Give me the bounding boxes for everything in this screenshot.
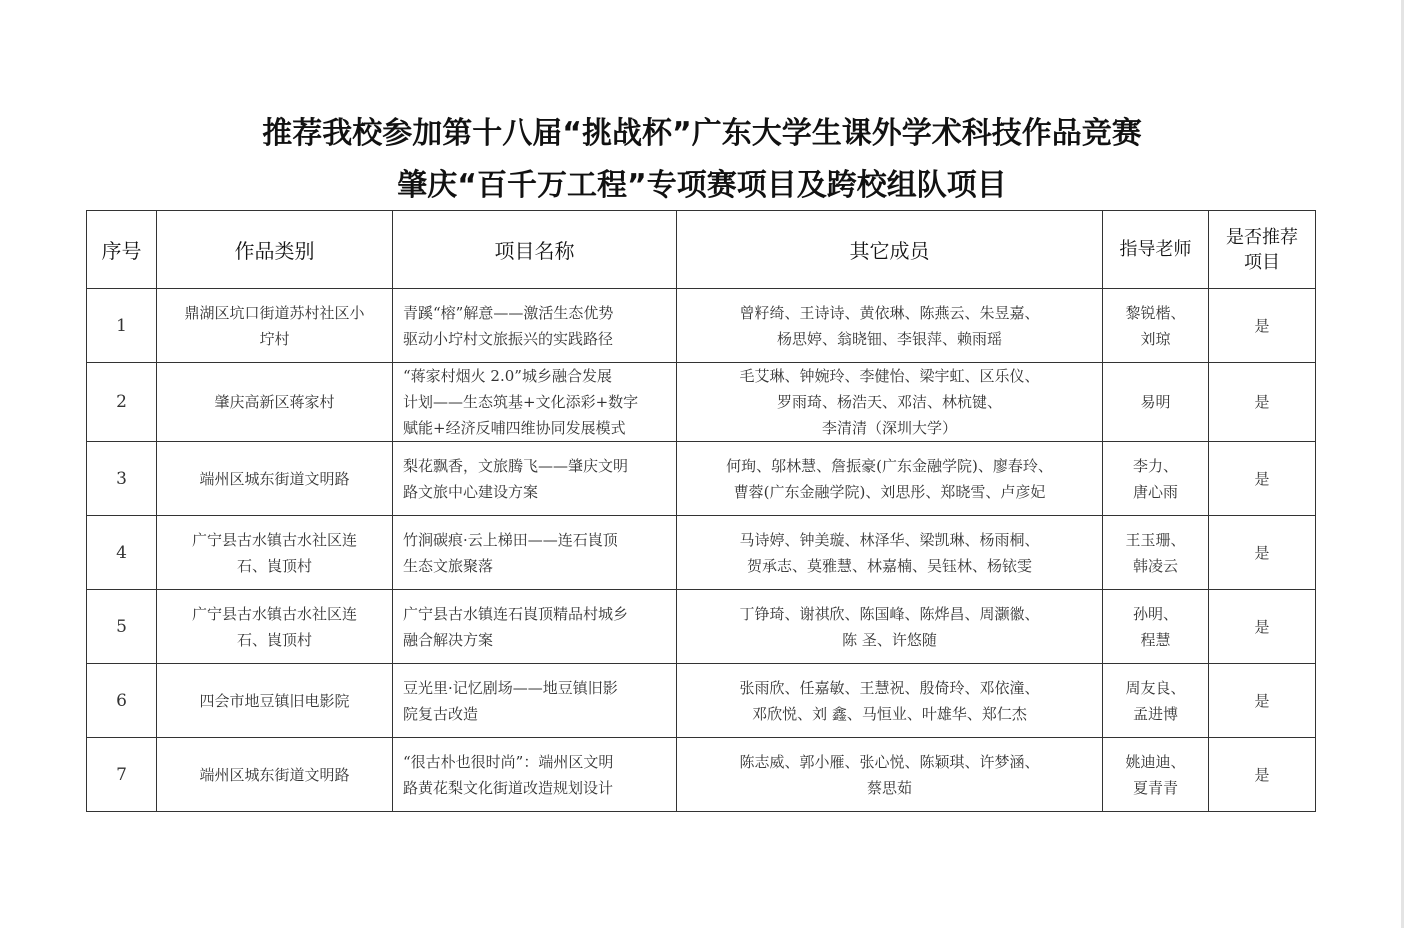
cell-project-line: 生态文旅聚落 — [403, 556, 494, 575]
cell-project — [393, 442, 677, 516]
cell-members-line: 贺承志、莫雅慧、林嘉楠、吴钰林、杨铱雯 — [746, 556, 1032, 575]
cell-recommend: 是 — [1209, 442, 1316, 516]
cell-members-line: 蔡思茹 — [866, 778, 912, 797]
table-row — [87, 363, 1316, 442]
cell-members-line: 陈志威、郭小雁、张心悦、陈颖琪、许梦涵、 — [739, 752, 1040, 771]
cell-advisor — [1103, 289, 1209, 363]
cell-members-line: 丁铮琦、谢祺欣、陈国峰、陈烨昌、周灏徽、 — [739, 604, 1040, 623]
cell-advisor-line: 李力、 — [1132, 456, 1178, 475]
cell-recommend: 是 — [1209, 738, 1316, 812]
cell-category-line: 鼎湖区坑口街道苏村社区小 — [184, 303, 365, 322]
cell-project — [393, 590, 677, 664]
cell-project — [393, 289, 677, 363]
cell-project-line: 驱动小坾村文旅振兴的实践路径 — [403, 329, 614, 348]
cell-category-line: 广宁县古水镇古水社区连 — [191, 604, 357, 623]
header-advisor: 指导老师 — [1103, 211, 1209, 289]
cell-category-line: 坾村 — [259, 329, 290, 348]
cell-index: 6 — [87, 664, 157, 738]
cell-members — [677, 289, 1103, 363]
cell-advisor — [1103, 442, 1209, 516]
cell-index: 7 — [87, 738, 157, 812]
header-project: 项目名称 — [393, 211, 677, 289]
cell-project — [393, 363, 677, 442]
cell-category — [157, 289, 393, 363]
cell-advisor-line: 王玉珊、 — [1125, 530, 1186, 549]
table-row — [87, 590, 1316, 664]
cell-members — [677, 442, 1103, 516]
cell-project-line: 融合解决方案 — [403, 630, 494, 649]
cell-category-line: 肇庆高新区蒋家村 — [214, 393, 335, 411]
header-category: 作品类别 — [157, 211, 393, 289]
cell-members-line: 陈 圣、许悠随 — [842, 630, 937, 649]
cell-project — [393, 664, 677, 738]
cell-project-line: 竹涧碳痕·云上梯田——连石崀顶 — [403, 530, 618, 549]
cell-advisor — [1103, 738, 1209, 812]
cell-members — [677, 516, 1103, 590]
cell-category — [157, 442, 393, 516]
cell-category — [157, 516, 393, 590]
table-header-row — [87, 211, 1316, 289]
cell-members-line: 张雨欣、任嘉敏、王慧祝、殷倚玲、邓依潼、 — [739, 678, 1040, 697]
cell-advisor — [1103, 664, 1209, 738]
cell-advisor-line: 周友良、 — [1125, 678, 1186, 697]
cell-index: 1 — [87, 289, 157, 363]
table-row — [87, 289, 1316, 363]
cell-category — [157, 664, 393, 738]
cell-index: 4 — [87, 516, 157, 590]
cell-advisor-line: 孙明、 — [1132, 604, 1178, 623]
cell-category-line: 石、崀顶村 — [236, 556, 312, 575]
cell-project-line: 豆光里·记忆剧场——地豆镇旧影 — [403, 678, 618, 697]
cell-advisor-line: 孟进博 — [1132, 704, 1178, 723]
cell-project-line: 路文旅中心建设方案 — [403, 482, 539, 501]
cell-members-line: 曾籽绮、王诗诗、黄依琳、陈燕云、朱昱嘉、 — [739, 303, 1040, 322]
title-line-1: 推荐我校参加第十八届“挑战杯”广东大学生课外学术科技作品竞赛 — [262, 116, 1142, 151]
projects-table — [86, 210, 1316, 812]
cell-members-line: 马诗婷、钟美璇、林泽华、梁凯琳、杨雨桐、 — [739, 530, 1040, 549]
cell-project-line: “蒋家村烟火 2.0”城乡融合发展 — [403, 367, 612, 385]
document-title — [0, 108, 1404, 212]
cell-members-line: 曹蓉(广东金融学院)、刘思彤、郑晓雪、卢彦妃 — [733, 482, 1046, 501]
cell-category — [157, 590, 393, 664]
cell-members — [677, 590, 1103, 664]
cell-recommend: 是 — [1209, 289, 1316, 363]
cell-category — [157, 738, 393, 812]
cell-category-line: 石、崀顶村 — [236, 630, 312, 649]
cell-recommend: 是 — [1209, 363, 1316, 442]
table-row — [87, 664, 1316, 738]
cell-category-line: 四会市地豆镇旧电影院 — [199, 691, 350, 710]
cell-members-line: 何珣、邬林慧、詹振豪(广东金融学院)、廖春玲、 — [726, 456, 1053, 475]
header-recommend-line2: 项目 — [1244, 251, 1280, 273]
cell-members-line: 罗雨琦、杨浩天、邓洁、林杭键、 — [776, 393, 1002, 411]
cell-category-line: 广宁县古水镇古水社区连 — [191, 530, 357, 549]
cell-project-line: “很古朴也很时尚”：端州区文明 — [403, 752, 614, 771]
header-recommend — [1209, 211, 1316, 289]
cell-recommend: 是 — [1209, 516, 1316, 590]
cell-advisor-line: 程慧 — [1140, 630, 1171, 649]
cell-advisor-line: 易明 — [1140, 393, 1171, 411]
cell-project — [393, 738, 677, 812]
cell-advisor-line: 姚迪迪、 — [1125, 752, 1186, 771]
header-recommend-line1: 是否推荐 — [1226, 226, 1298, 248]
cell-advisor — [1103, 363, 1209, 442]
cell-category-line: 端州区城东街道文明路 — [199, 765, 350, 784]
cell-members-line: 邓欣悦、刘 鑫、马恒业、叶雄华、郑仁杰 — [752, 704, 1027, 723]
cell-index: 5 — [87, 590, 157, 664]
cell-advisor-line: 韩凌云 — [1132, 556, 1178, 575]
table-row — [87, 738, 1316, 812]
cell-category-line: 端州区城东街道文明路 — [199, 469, 350, 488]
cell-advisor-line: 黎锐楷、 — [1125, 303, 1186, 322]
cell-project-line: 路黄花梨文化街道改造规划设计 — [403, 778, 614, 797]
cell-advisor — [1103, 590, 1209, 664]
title-line-2: 肇庆“百千万工程”专项赛项目及跨校组队项目 — [397, 168, 1007, 203]
cell-advisor-line: 唐心雨 — [1132, 482, 1178, 501]
cell-advisor — [1103, 516, 1209, 590]
cell-advisor-line: 刘琼 — [1140, 329, 1171, 348]
table-body — [87, 289, 1316, 812]
cell-project — [393, 516, 677, 590]
cell-members-line: 毛艾琳、钟婉玲、李健怡、梁宇虹、区乐仪、 — [739, 367, 1040, 385]
cell-index: 2 — [87, 363, 157, 442]
cell-members — [677, 664, 1103, 738]
cell-project-line: 青蹊“榕”解意——激活生态优势 — [403, 303, 614, 322]
cell-members — [677, 363, 1103, 442]
cell-recommend: 是 — [1209, 590, 1316, 664]
table-row — [87, 516, 1316, 590]
cell-project-line: 院复古改造 — [403, 704, 479, 723]
cell-category — [157, 363, 393, 442]
table-row — [87, 442, 1316, 516]
cell-project-line: 计划——生态筑基+文化添彩+数字 — [403, 393, 639, 411]
header-index: 序号 — [87, 211, 157, 289]
cell-members — [677, 738, 1103, 812]
cell-advisor-line: 夏青青 — [1132, 778, 1178, 797]
cell-recommend: 是 — [1209, 664, 1316, 738]
cell-project-line: 赋能+经济反哺四维协同发展模式 — [403, 419, 626, 437]
cell-members-line: 杨思婷、翁晓钿、李银萍、赖雨瑶 — [776, 329, 1002, 348]
cell-index: 3 — [87, 442, 157, 516]
cell-project-line: 梨花飘香，文旅腾飞——肇庆文明 — [403, 456, 629, 475]
cell-project-line: 广宁县古水镇连石崀顶精品村城乡 — [403, 604, 629, 623]
header-members: 其它成员 — [677, 211, 1103, 289]
cell-members-line: 李清清（深圳大学） — [821, 419, 957, 437]
